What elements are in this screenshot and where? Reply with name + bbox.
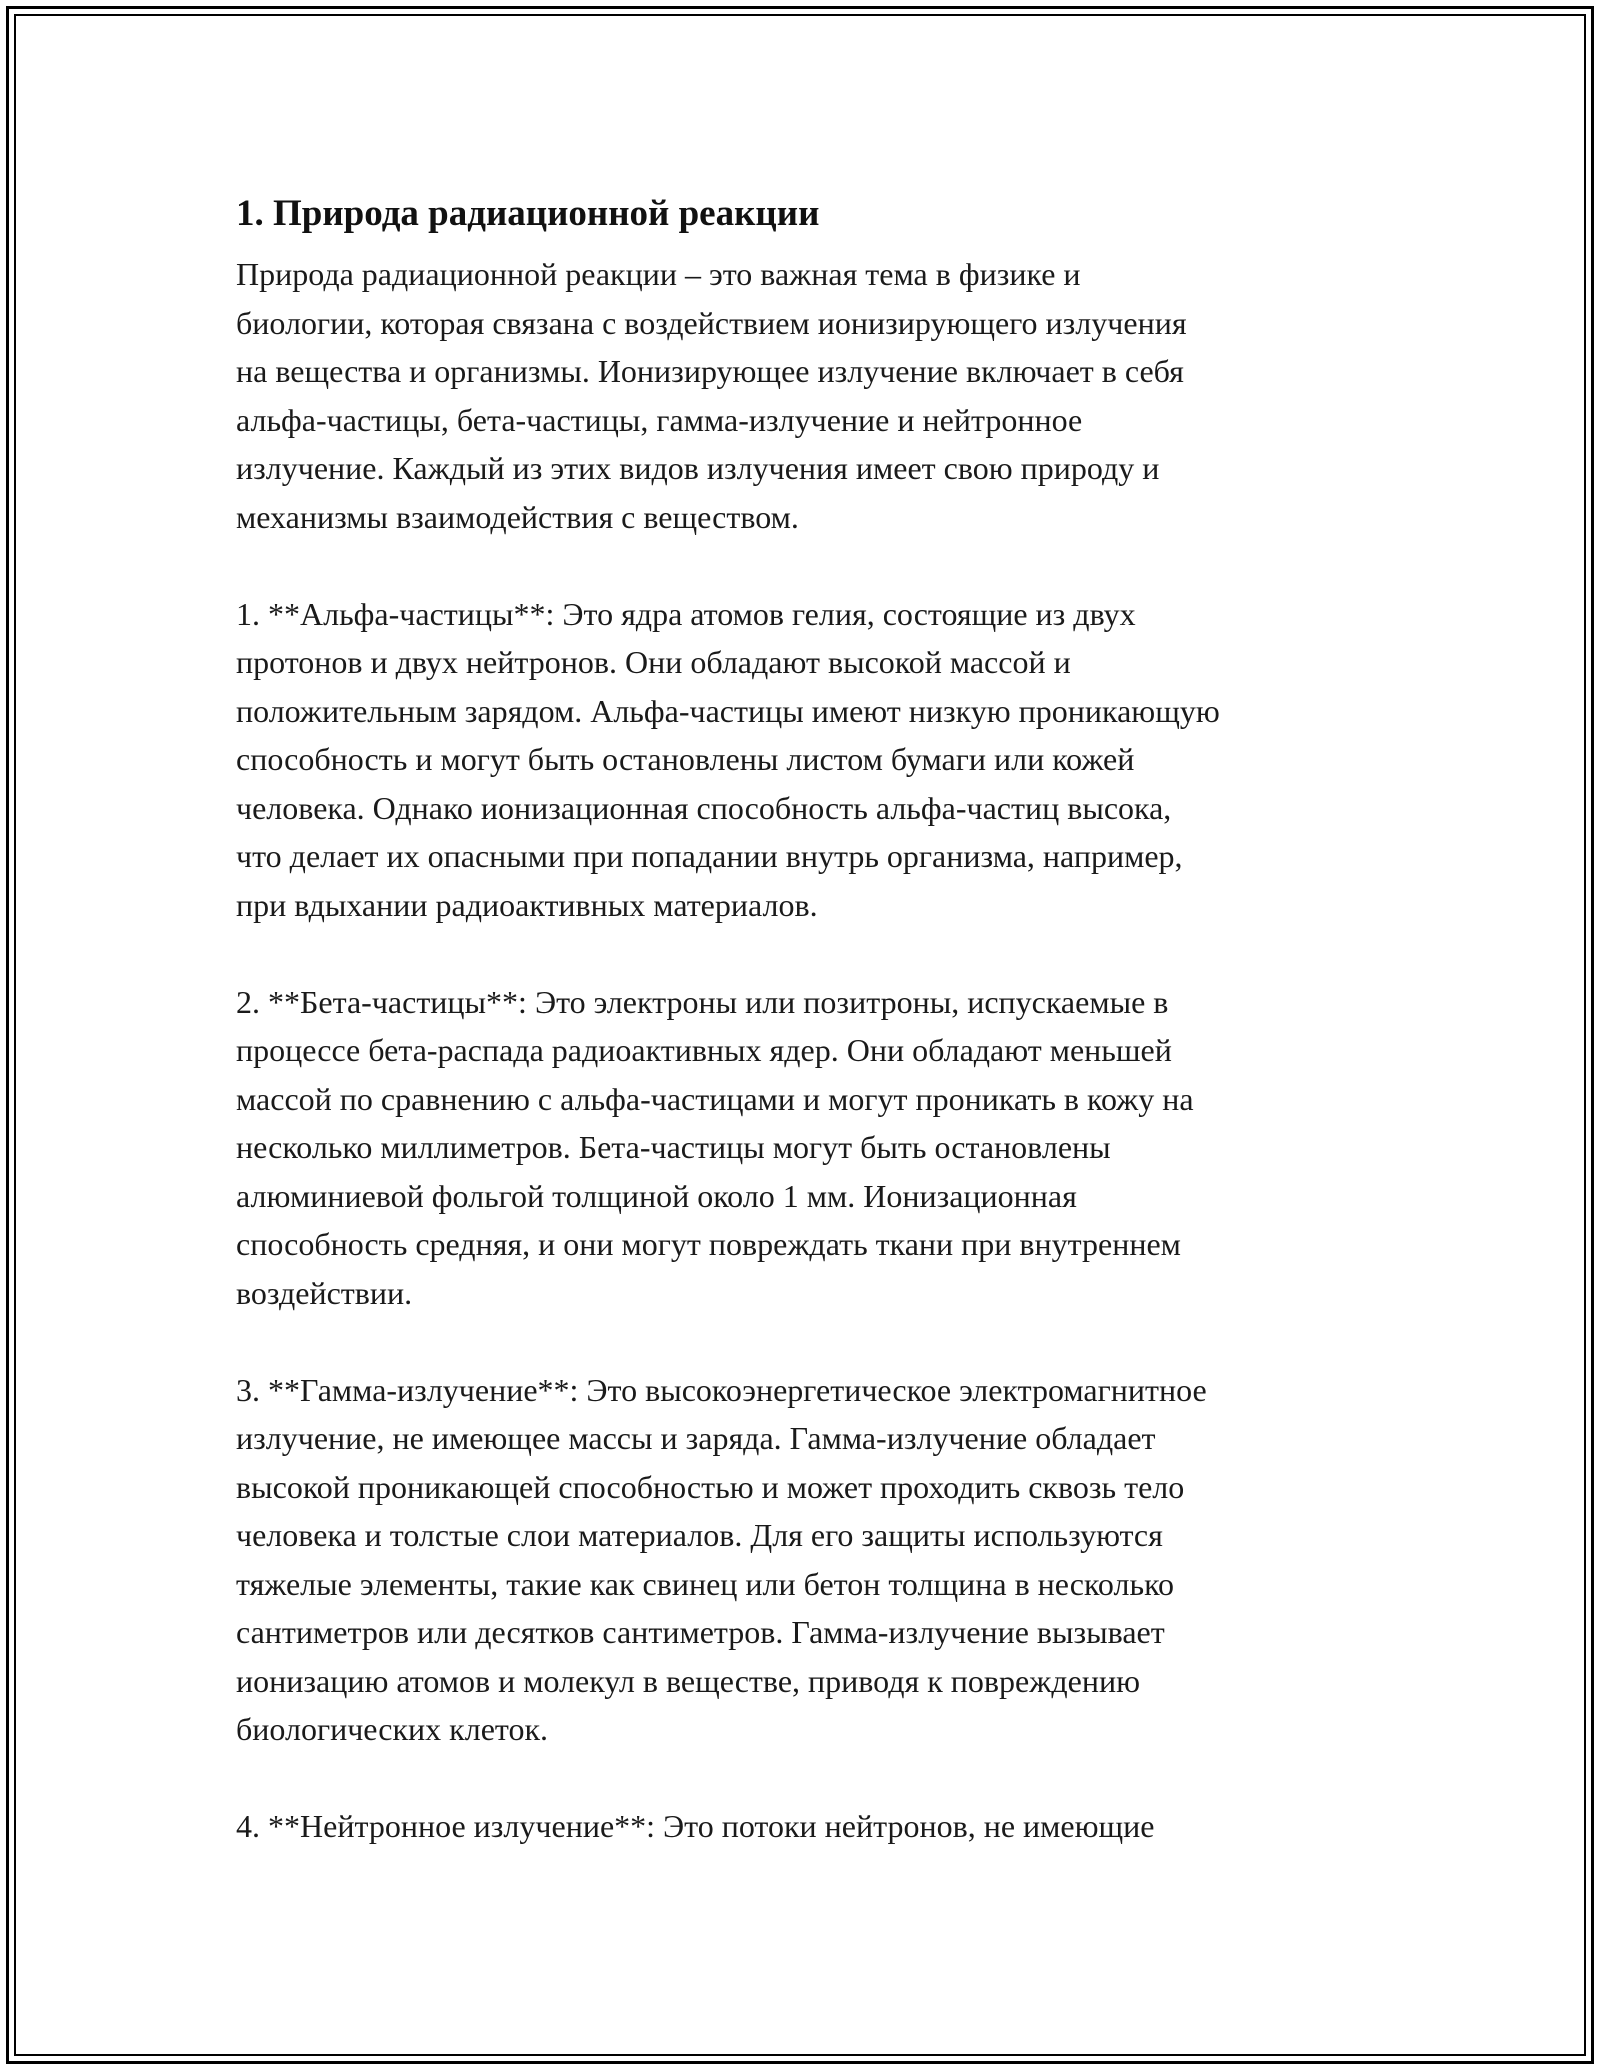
alpha-particles-paragraph: 1. **Альфа-частицы**: Это ядра атомов гелия, состоящие из двух протонов и двух нейтронов. Они обладают высокой массой и положительным зарядом. Альфа-частицы имеют низкую проникающую способность и могут быть остановлены листом бумаги или кожей человека. Однако ионизационная способность альфа-частиц высока, что делает их опасными при попадании внутрь организма, например, при вдыхании радиоактивных материалов. bbox=[236, 595, 1220, 923]
gamma-radiation-paragraph: 3. **Гамма-излучение**: Это высокоэнергетическое электромагнитное излучение, не имеющее массы и заряда. Гамма-излучение обладает высокой проникающей способностью и может проходить сквозь тело человека и толстые слои материалов. Для его защиты используются тяжелые элементы, такие как свинец или бетон толщина в несколько сантиметров или десятков сантиметров. Гамма-излучение вызывает ионизацию атомов и молекул в веществе, приводя к повреждению биологических клеток. bbox=[236, 1371, 1207, 1747]
neutron-radiation-paragraph: 4. **Нейтронное излучение**: Это потоки нейтронов, не имеющие bbox=[236, 1808, 1155, 1844]
section-heading: 1. Природа радиационной реакции bbox=[236, 193, 820, 234]
beta-particles-paragraph: 2. **Бета-частицы**: Это электроны или позитроны, испускаемые в процессе бета-распада радиоактивных ядер. Они обладают меньшей массой по сравнению с альфа-частицами и могут проникать в кожу на несколько миллиметров. Бета-частицы могут быть остановлены алюминиевой фольгой толщиной около 1 мм. Ионизационная способность средняя, и они могут повреждать ткани при внутреннем воздействии. bbox=[236, 983, 1194, 1311]
document-body bbox=[236, 186, 1376, 1851]
intro-paragraph: Природа радиационной реакции – это важная тема в физике и биологии, которая связана с воздействием ионизирующего излучения на вещества и организмы. Ионизирующее излучение включает в себя альфа-частицы, бета-частицы, гамма-излучение и нейтронное излучение. Каждый из этих видов излучения имеет свою природу и механизмы взаимодействия с веществом. bbox=[236, 256, 1187, 535]
